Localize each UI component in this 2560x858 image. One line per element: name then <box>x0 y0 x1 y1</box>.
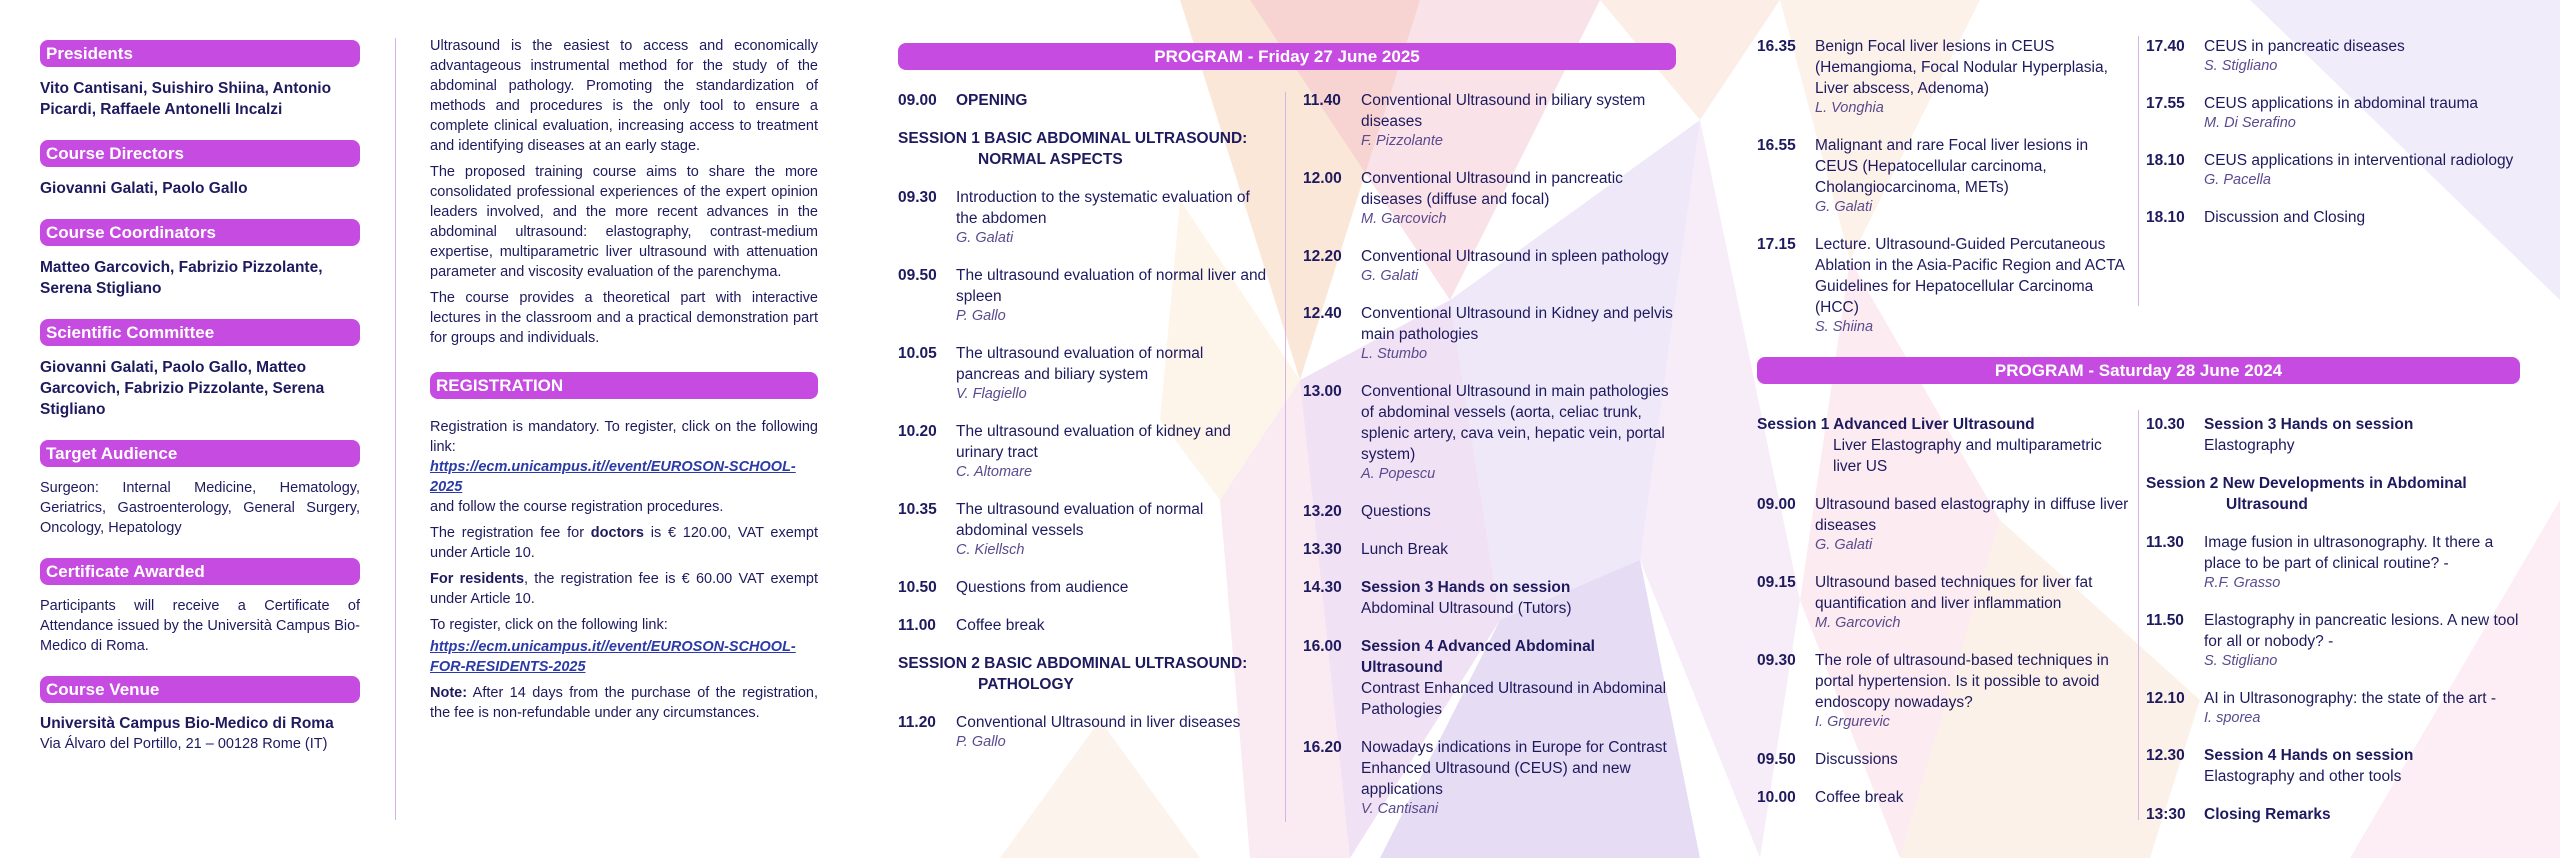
item-time: 12.40 <box>1303 305 1342 322</box>
item-time: 09.30 <box>1757 652 1796 669</box>
item-speaker: A. Popescu <box>1361 466 1436 482</box>
divider-line <box>2138 36 2139 306</box>
item-title: AI in Ultrasonography: the state of the art - <box>2204 690 2497 707</box>
item-body <box>1815 234 2132 337</box>
schedule-item <box>1757 36 2132 118</box>
schedule-item: 11.00 Coffee break <box>898 617 1045 634</box>
item-title: The ultrasound evaluation of normal pancreas and biliary system <box>956 345 1204 383</box>
schedule-item <box>2146 150 2526 190</box>
item-body <box>1361 90 1681 151</box>
item-body <box>956 343 1270 404</box>
item-body <box>1815 135 2132 217</box>
saturday-column-2 <box>2146 414 2526 842</box>
registration-link[interactable]: https://ecm.unicampus.it//event/EUROSON-SCHOOL-2025 <box>430 459 796 495</box>
schedule-item <box>2146 93 2526 133</box>
item-time: 11.40 <box>1303 92 1341 109</box>
coordinators-names: Matteo Garcovich, Fabrizio Pizzolante, Serena Stigliano <box>40 259 323 297</box>
session-heading: Session 1 Advanced Liver Ultrasound Liver Elastography and multiparametric liver US <box>1757 416 2102 475</box>
left-column <box>40 40 360 775</box>
item-speaker: G. Galati <box>1361 268 1419 284</box>
item-title: Benign Focal liver lesions in CEUS (Hemangioma, Focal Nodular Hyperplasia, Liver abscess, Adenoma) <box>1815 38 2108 97</box>
item-body <box>1815 650 2129 732</box>
intro-column <box>430 36 818 729</box>
schedule-item: 09.00 OPENING <box>898 92 1028 109</box>
friday-program-heading: PROGRAM - Friday 27 June 2025 <box>898 43 1676 70</box>
venue-section <box>40 676 360 755</box>
residents-registration-link[interactable]: https://ecm.unicampus.it//event/EUROSON-SCHOOL-FOR-RESIDENTS-2025 <box>430 639 796 675</box>
item-body <box>2204 93 2526 133</box>
item-title: CEUS applications in interventional radiology <box>2204 152 2514 169</box>
item-time: 09.50 <box>898 267 937 284</box>
item-time: 09.00 <box>1757 496 1796 513</box>
item-time: 12.00 <box>1303 170 1342 187</box>
item-title: CEUS applications in abdominal trauma <box>2204 95 2478 112</box>
item-speaker: L. Vonghia <box>1815 100 1884 116</box>
registration-text: To register, click on the following link: <box>430 617 668 633</box>
item-body <box>1815 572 2129 633</box>
session-heading: SESSION 1 BASIC ABDOMINAL ULTRASOUND: NORMAL ASPECTS <box>898 130 1248 168</box>
audience-heading: Target Audience <box>40 440 360 467</box>
item-speaker: G. Pacella <box>2204 172 2271 188</box>
committee-names: Giovanni Galati, Paolo Gallo, Matteo Garcovich, Fabrizio Pizzolante, Serena Stigliano <box>40 359 325 418</box>
schedule-item <box>2146 36 2526 76</box>
committee-heading: Scientific Committee <box>40 319 360 346</box>
schedule-item: 12.30 Session 4 Hands on session Elastography and other tools <box>2146 747 2414 785</box>
registration-text: Registration is mandatory. To register, click on the following link: <box>430 419 818 455</box>
item-title: Conventional Ultrasound in Kidney and pelvis main pathologies <box>1361 305 1673 343</box>
schedule-item: 13.30 Lunch Break <box>1303 541 1449 558</box>
item-time: 13.00 <box>1303 383 1342 400</box>
item-title: The ultrasound evaluation of normal abdominal vessels <box>956 501 1204 539</box>
schedule-item <box>1757 572 2129 633</box>
directors-heading: Course Directors <box>40 140 360 167</box>
item-title: Introduction to the systematic evaluation of the abdomen <box>956 189 1250 227</box>
item-body <box>1815 494 2129 555</box>
item-title: Ultrasound based techniques for liver fat quantification and liver inflammation <box>1815 574 2093 612</box>
item-speaker: S. Stigliano <box>2204 58 2278 74</box>
friday-column-4 <box>2146 36 2526 245</box>
item-body <box>1361 381 1681 484</box>
item-speaker: R.F. Grasso <box>2204 575 2281 591</box>
schedule-item <box>1303 90 1681 151</box>
audience-section <box>40 440 360 538</box>
item-title: Conventional Ultrasound in spleen pathology <box>1361 248 1669 265</box>
item-body <box>2204 610 2526 671</box>
schedule-item: 14.30 Session 3 Hands on session Abdominal Ultrasound (Tutors) <box>1303 579 1572 617</box>
item-body <box>2204 150 2526 190</box>
item-time: 11.50 <box>2146 612 2184 629</box>
schedule-item <box>898 343 1270 404</box>
divider-line <box>1285 92 1286 822</box>
item-title: Lecture. Ultrasound-Guided Percutaneous Ablation in the Asia-Pacific Region and ACTA Guidelines for Hepatocellular Carcinoma (HCC) <box>1815 236 2125 316</box>
certificate-text: Participants will receive a Certificate of Attendance issued by the Università Campus Bio-Medico di Roma. <box>40 598 360 654</box>
item-title: The ultrasound evaluation of normal liver and spleen <box>956 267 1267 305</box>
item-time: 11.30 <box>2146 534 2184 551</box>
item-speaker: S. Stigliano <box>2204 653 2278 669</box>
schedule-item <box>2146 688 2526 728</box>
saturday-column-1 <box>1757 414 2129 825</box>
directors-names: Giovanni Galati, Paolo Gallo <box>40 180 248 197</box>
item-speaker: V. Flagiello <box>956 386 1027 402</box>
schedule-item: 10.50 Questions from audience <box>898 579 1129 596</box>
item-speaker: S. Shiina <box>1815 319 1874 335</box>
schedule-item <box>898 499 1270 560</box>
schedule-item: 16.00 Session 4 Advanced Abdominal Ultrasound Contrast Enhanced Ultrasound in Abdominal Pathologies <box>1303 638 1667 718</box>
schedule-item <box>1303 168 1681 229</box>
item-speaker: C. Altomare <box>956 464 1033 480</box>
schedule-item <box>898 421 1270 482</box>
fee-doctors: The registration fee for doctors is € 120.00, VAT exempt under Article 10. <box>430 525 818 561</box>
saturday-program-heading: PROGRAM - Saturday 28 June 2024 <box>1757 357 2520 384</box>
audience-text: Surgeon: Internal Medicine, Hematology, Geriatrics, Gastroenterology, General Surgery, Oncology, Hepatology <box>40 480 360 536</box>
schedule-item <box>1303 246 1681 286</box>
item-title: Ultrasound based elastography in diffuse liver diseases <box>1815 496 2129 534</box>
schedule-item <box>1757 135 2132 217</box>
item-title: The ultrasound evaluation of kidney and urinary tract <box>956 423 1231 461</box>
certificate-section <box>40 558 360 656</box>
friday-column-1 <box>898 90 1270 769</box>
schedule-item: 11.20 Conventional Ultrasound in liver diseases P. Gallo <box>898 714 1241 750</box>
item-body <box>956 265 1270 326</box>
coordinators-section <box>40 219 360 299</box>
schedule-item: 10.30 Session 3 Hands on session Elastography <box>2146 416 2414 454</box>
item-speaker: M. Garcovich <box>1815 615 1901 631</box>
item-title: CEUS in pancreatic diseases <box>2204 38 2405 55</box>
item-body <box>2204 532 2526 593</box>
schedule-item: 09.50 Discussions <box>1757 751 1898 768</box>
certificate-heading: Certificate Awarded <box>40 558 360 585</box>
schedule-item <box>2146 532 2526 593</box>
item-time: 10.05 <box>898 345 937 362</box>
item-title: Conventional Ultrasound in main pathologies of abdominal vessels (aorta, celiac trunk, splenic artery, cava vein, hepatic vein, portal system) <box>1361 383 1669 463</box>
item-body <box>2204 36 2526 76</box>
item-body <box>1361 168 1681 229</box>
session-heading: SESSION 2 BASIC ABDOMINAL ULTRASOUND: PATHOLOGY <box>898 655 1248 693</box>
session-heading: Session 2 New Developments in Abdominal Ultrasound <box>2146 475 2467 513</box>
item-body <box>956 499 1270 560</box>
item-speaker: G. Galati <box>1815 537 1873 553</box>
item-time: 18.10 <box>2146 152 2185 169</box>
intro-paragraph: The proposed training course aims to share the more consolidated professional experiences of the expert opinion leaders involved, and the more recent advances in the abdominal ultrasound: elastography, contrast-medium expertise, multiparametric liver ultrasound with attenuation parameter and viscosity evaluation of the parenchyma. <box>430 164 818 280</box>
item-speaker: M. Di Serafino <box>2204 115 2296 131</box>
item-speaker: I. Grgurevic <box>1815 714 1890 730</box>
schedule-item: 13:30 Closing Remarks <box>2146 806 2331 823</box>
presidents-heading: Presidents <box>40 40 360 67</box>
divider-line <box>395 38 396 820</box>
item-body <box>1361 303 1681 364</box>
schedule-item: 16.20 Nowadays indications in Europe for Contrast Enhanced Ultrasound (CEUS) and new applications V. Cantisani <box>1303 739 1667 817</box>
item-speaker: C. Kiellsch <box>956 542 1025 558</box>
schedule-item <box>1757 234 2132 337</box>
item-time: 17.15 <box>1757 236 1796 253</box>
fee-residents: For residents, the registration fee is € 60.00 VAT exempt under Article 10. <box>430 571 818 607</box>
divider-line <box>2138 410 2139 820</box>
venue-address: Via Álvaro del Portillo, 21 – 00128 Rome (IT) <box>40 736 328 752</box>
item-speaker: G. Galati <box>956 230 1014 246</box>
registration-heading: REGISTRATION <box>430 372 818 399</box>
venue-heading: Course Venue <box>40 676 360 703</box>
item-speaker: M. Garcovich <box>1361 211 1447 227</box>
schedule-item <box>898 187 1270 248</box>
item-speaker: I. sporea <box>2204 710 2261 726</box>
schedule-item: 18.10 Discussion and Closing <box>2146 209 2366 226</box>
schedule-item <box>1303 381 1681 484</box>
registration-text: and follow the course registration procedures. <box>430 499 724 515</box>
schedule-item <box>2146 610 2526 671</box>
item-speaker: P. Gallo <box>956 308 1006 324</box>
registration-note: Note: After 14 days from the purchase of the registration, the fee is non-refundable under any circumstances. <box>430 685 818 721</box>
item-title: Elastography in pancreatic lesions. A new tool for all or nobody? - <box>2204 612 2519 650</box>
item-time: 16.35 <box>1757 38 1796 55</box>
schedule-item: 13.20 Questions <box>1303 503 1431 520</box>
friday-column-3 <box>1757 36 2132 354</box>
presidents-section <box>40 40 360 120</box>
item-body <box>956 421 1270 482</box>
item-title: Conventional Ultrasound in pancreatic diseases (diffuse and focal) <box>1361 170 1623 208</box>
item-body <box>1361 246 1681 286</box>
item-time: 09.15 <box>1757 574 1796 591</box>
item-time: 10.35 <box>898 501 937 518</box>
item-time: 09.30 <box>898 189 937 206</box>
item-body <box>956 187 1270 248</box>
committee-section <box>40 319 360 420</box>
schedule-item <box>1757 650 2129 732</box>
item-title: Malignant and rare Focal liver lesions in CEUS (Hepatocellular carcinoma, Cholangiocarcinoma, METs) <box>1815 137 2089 196</box>
item-time: 12.20 <box>1303 248 1342 265</box>
item-time: 17.55 <box>2146 95 2185 112</box>
item-time: 16.55 <box>1757 137 1796 154</box>
item-body <box>1815 36 2132 118</box>
schedule-item <box>1757 494 2129 555</box>
item-speaker: L. Stumbo <box>1361 346 1428 362</box>
coordinators-heading: Course Coordinators <box>40 219 360 246</box>
schedule-item <box>1303 303 1681 364</box>
item-time: 12.10 <box>2146 690 2185 707</box>
item-title: Image fusion in ultrasonography. It there a place to be part of clinical routine? - <box>2204 534 2494 572</box>
item-time: 10.20 <box>898 423 937 440</box>
item-speaker: G. Galati <box>1815 199 1873 215</box>
item-title: Conventional Ultrasound in biliary system diseases <box>1361 92 1646 130</box>
item-time: 17.40 <box>2146 38 2185 55</box>
schedule-item: 10.00 Coffee break <box>1757 789 1904 806</box>
item-body <box>2204 688 2526 728</box>
intro-paragraph: The course provides a theoretical part with interactive lectures in the classroom and a practical demonstration part for groups and individuals. <box>430 290 818 346</box>
item-title: The role of ultrasound-based techniques in portal hypertension. Is it possible to avoid endoscopy nowadays? <box>1815 652 2109 711</box>
intro-paragraph: Ultrasound is the easiest to access and economically advantageous instrumental method for the study of the abdominal pathology. Promoting the standardization of methods and procedures is the only tool to ensure a complete clinical evaluation, increasing access to treatment and identifying diseases at an early stage. <box>430 38 818 154</box>
schedule-item <box>898 265 1270 326</box>
friday-column-2 <box>1303 90 1681 836</box>
venue-name: Università Campus Bio-Medico di Roma <box>40 715 334 732</box>
presidents-names: Vito Cantisani, Suishiro Shiina, Antonio Picardi, Raffaele Antonelli Incalzi <box>40 80 332 118</box>
directors-section <box>40 140 360 199</box>
item-speaker: F. Pizzolante <box>1361 133 1443 149</box>
